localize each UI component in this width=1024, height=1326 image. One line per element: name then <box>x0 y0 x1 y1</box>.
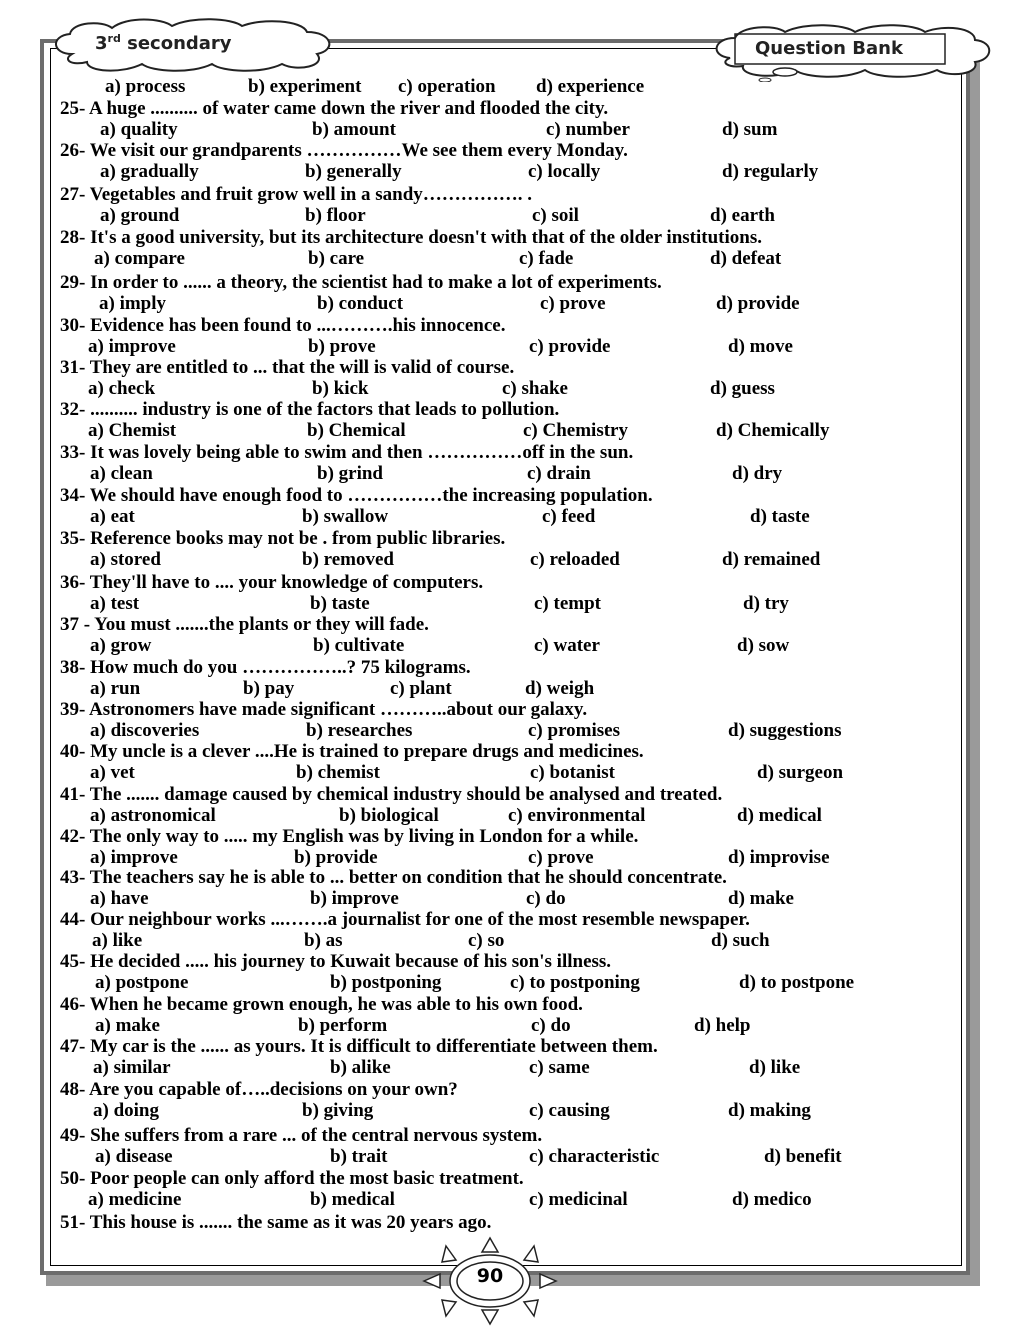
answer-option: d) Chemically <box>716 420 830 441</box>
answer-option: c) plant <box>390 678 452 699</box>
answer-option: b) cultivate <box>313 635 405 656</box>
answer-option: c) characteristic <box>529 1146 660 1167</box>
answer-option: a) discoveries <box>90 720 200 741</box>
answer-option: b) biological <box>339 805 439 826</box>
question-stem: 25- A huge .......... of water came down the river and flooded the city. <box>60 98 609 119</box>
question-stem: 42- The only way to ..... my English was by living in London for a while. <box>60 826 639 847</box>
answer-option: d) suggestions <box>728 720 842 741</box>
answer-option: c) Chemistry <box>523 420 628 441</box>
answer-option: d) surgeon <box>757 762 844 783</box>
question-stem: 33- It was lovely being able to swim and then ……………off in the sun. <box>60 442 634 463</box>
answer-option: c) botanist <box>530 762 615 783</box>
answer-option: d) help <box>694 1015 751 1036</box>
question-stem: 35- Reference books may not be . from public libraries. <box>60 528 506 549</box>
page-number: 90 <box>476 1265 504 1287</box>
question-stem: 47- My car is the ...... as yours. It is difficult to differentiate between them. <box>60 1036 658 1057</box>
question-stem: 50- Poor people can only afford the most basic treatment. <box>60 1168 524 1189</box>
answer-option: d) benefit <box>764 1146 842 1167</box>
grade-label: 3rd secondary <box>95 32 232 54</box>
answer-option: b) grind <box>317 463 383 484</box>
answer-option: a) eat <box>90 506 135 527</box>
answer-option: d) to postpone <box>739 972 855 993</box>
answer-option: c) promises <box>528 720 620 741</box>
answer-option: d) dry <box>732 463 783 484</box>
answer-option: b) perform <box>298 1015 388 1036</box>
answer-option: d) taste <box>750 506 810 527</box>
answer-option: c) prove <box>528 847 594 868</box>
answer-option: c) shake <box>502 378 568 399</box>
answer-option: a) vet <box>90 762 135 783</box>
question-bank-label: Question Bank <box>755 38 903 59</box>
question-stem: 28- It's a good university, but its architecture doesn't with that of the older institutions. <box>60 227 762 248</box>
answer-option: d) medical <box>737 805 822 826</box>
answer-option: a) test <box>90 593 140 614</box>
answer-option: d) experience <box>536 76 645 97</box>
question-stem: 39- Astronomers have made significant ………..about our galaxy. <box>60 699 588 720</box>
answer-option: c) same <box>529 1057 590 1078</box>
answer-option: a) postpone <box>95 972 189 993</box>
answer-option: d) move <box>728 336 793 357</box>
answer-option: c) soil <box>532 205 579 226</box>
question-stem: 38- How much do you ……………..? 75 kilograms. <box>60 657 471 678</box>
answer-option: b) pay <box>243 678 295 699</box>
question-stem: 51- This house is ....... the same as it was 20 years ago. <box>60 1212 492 1233</box>
answer-option: b) researches <box>306 720 413 741</box>
answer-option: b) Chemical <box>307 420 406 441</box>
answer-option: a) disease <box>95 1146 173 1167</box>
answer-option: c) operation <box>398 76 496 97</box>
answer-option: a) compare <box>94 248 185 269</box>
answer-option: c) environmental <box>508 805 646 826</box>
answer-option: c) feed <box>542 506 596 527</box>
answer-option: d) sow <box>737 635 790 656</box>
answer-option: a) doing <box>93 1100 159 1121</box>
answer-option: d) sum <box>722 119 778 140</box>
question-stem: 29- In order to ...... a theory, the scientist had to make a lot of experiments. <box>60 272 662 293</box>
answer-option: b) alike <box>330 1057 391 1078</box>
answer-option: c) so <box>468 930 505 951</box>
answer-option: d) remained <box>722 549 821 570</box>
answer-option: b) swallow <box>302 506 389 527</box>
answer-option: d) guess <box>710 378 775 399</box>
answer-option: a) clean <box>90 463 153 484</box>
question-stem: 41- The ....... damage caused by chemical industry should be analysed and treated. <box>60 784 723 805</box>
question-stem: 48- Are you capable of…..decisions on your own? <box>60 1079 458 1100</box>
answer-option: b) improve <box>310 888 399 909</box>
answer-option: a) like <box>92 930 143 951</box>
answer-option: b) as <box>304 930 343 951</box>
question-stem: 34- We should have enough food to ……………the increasing population. <box>60 485 653 506</box>
answer-option: a) process <box>105 76 186 97</box>
answer-option: c) to postponing <box>510 972 640 993</box>
answer-option: a) astronomical <box>90 805 216 826</box>
answer-option: d) make <box>728 888 794 909</box>
question-stem: 26- We visit our grandparents ……………We see them every Monday. <box>60 140 628 161</box>
answer-option: a) similar <box>93 1057 171 1078</box>
question-stem: 27- Vegetables and fruit grow well in a sandy……………. . <box>60 184 533 205</box>
question-stem: 37 - You must .......the plants or they will fade. <box>60 614 429 635</box>
answer-option: d) like <box>749 1057 801 1078</box>
answer-option: c) do <box>531 1015 571 1036</box>
answer-option: c) number <box>546 119 630 140</box>
question-stem: 40- My uncle is a clever ....He is trained to prepare drugs and medicines. <box>60 741 644 762</box>
answer-option: b) conduct <box>317 293 404 314</box>
answer-option: d) try <box>743 593 789 614</box>
answer-option: b) postponing <box>330 972 442 993</box>
answer-option: c) tempt <box>534 593 601 614</box>
answer-option: b) amount <box>312 119 396 140</box>
answer-option: c) water <box>534 635 600 656</box>
answer-option: c) causing <box>529 1100 610 1121</box>
question-stem: 36- They'll have to .... your knowledge of computers. <box>60 572 484 593</box>
answer-option: a) improve <box>88 336 176 357</box>
answer-option: b) giving <box>302 1100 374 1121</box>
answer-option: b) trait <box>330 1146 388 1167</box>
answer-option: a) improve <box>90 847 178 868</box>
answer-option: c) prove <box>540 293 606 314</box>
question-stem: 43- The teachers say he is able to ... better on condition that he should concentrate. <box>60 867 727 888</box>
answer-option: b) taste <box>310 593 370 614</box>
answer-option: a) check <box>88 378 156 399</box>
answer-option: b) floor <box>305 205 366 226</box>
question-stem: 30- Evidence has been found to ...……….his innocence. <box>60 315 506 336</box>
answer-option: a) quality <box>100 119 178 140</box>
answer-option: b) experiment <box>248 76 362 97</box>
answer-option: a) medicine <box>88 1189 182 1210</box>
answer-option: d) weigh <box>525 678 595 699</box>
answer-option: b) kick <box>312 378 369 399</box>
question-stem: 49- She suffers from a rare ... of the central nervous system. <box>60 1125 543 1146</box>
answer-option: b) chemist <box>296 762 380 783</box>
answer-option: a) imply <box>99 293 167 314</box>
answer-option: d) provide <box>716 293 800 314</box>
question-stem: 44- Our neighbour works ...…….a journalist for one of the most resemble newspaper. <box>60 909 750 930</box>
answer-option: a) grow <box>90 635 152 656</box>
answer-option: c) provide <box>529 336 611 357</box>
answer-option: b) generally <box>305 161 402 182</box>
answer-option: a) run <box>90 678 141 699</box>
answer-option: d) defeat <box>710 248 782 269</box>
question-stem: 46- When he became grown enough, he was able to his own food. <box>60 994 583 1015</box>
answer-option: c) reloaded <box>530 549 620 570</box>
answer-option: d) medico <box>732 1189 812 1210</box>
question-stem: 31- They are entitled to ... that the will is valid of course. <box>60 357 515 378</box>
answer-option: a) stored <box>90 549 161 570</box>
answer-option: d) earth <box>710 205 775 226</box>
answer-option: b) provide <box>294 847 378 868</box>
question-stem: 32- .......... industry is one of the factors that leads to pollution. <box>60 399 560 420</box>
answer-option: d) regularly <box>722 161 819 182</box>
answer-option: c) locally <box>528 161 601 182</box>
answer-option: b) prove <box>308 336 376 357</box>
answer-option: a) Chemist <box>88 420 177 441</box>
answer-option: a) ground <box>100 205 180 226</box>
answer-option: c) medicinal <box>529 1189 628 1210</box>
answer-option: c) drain <box>527 463 591 484</box>
answer-option: c) fade <box>519 248 574 269</box>
answer-option: a) gradually <box>100 161 199 182</box>
answer-option: d) such <box>711 930 770 951</box>
question-stem: 45- He decided ..... his journey to Kuwait because of his son's illness. <box>60 951 612 972</box>
answer-option: a) have <box>90 888 149 909</box>
answer-option: b) removed <box>302 549 394 570</box>
answer-option: b) medical <box>310 1189 395 1210</box>
answer-option: a) make <box>95 1015 160 1036</box>
answer-option: b) care <box>308 248 365 269</box>
answer-option: c) do <box>526 888 566 909</box>
answer-option: d) improvise <box>728 847 830 868</box>
answer-option: d) making <box>728 1100 811 1121</box>
